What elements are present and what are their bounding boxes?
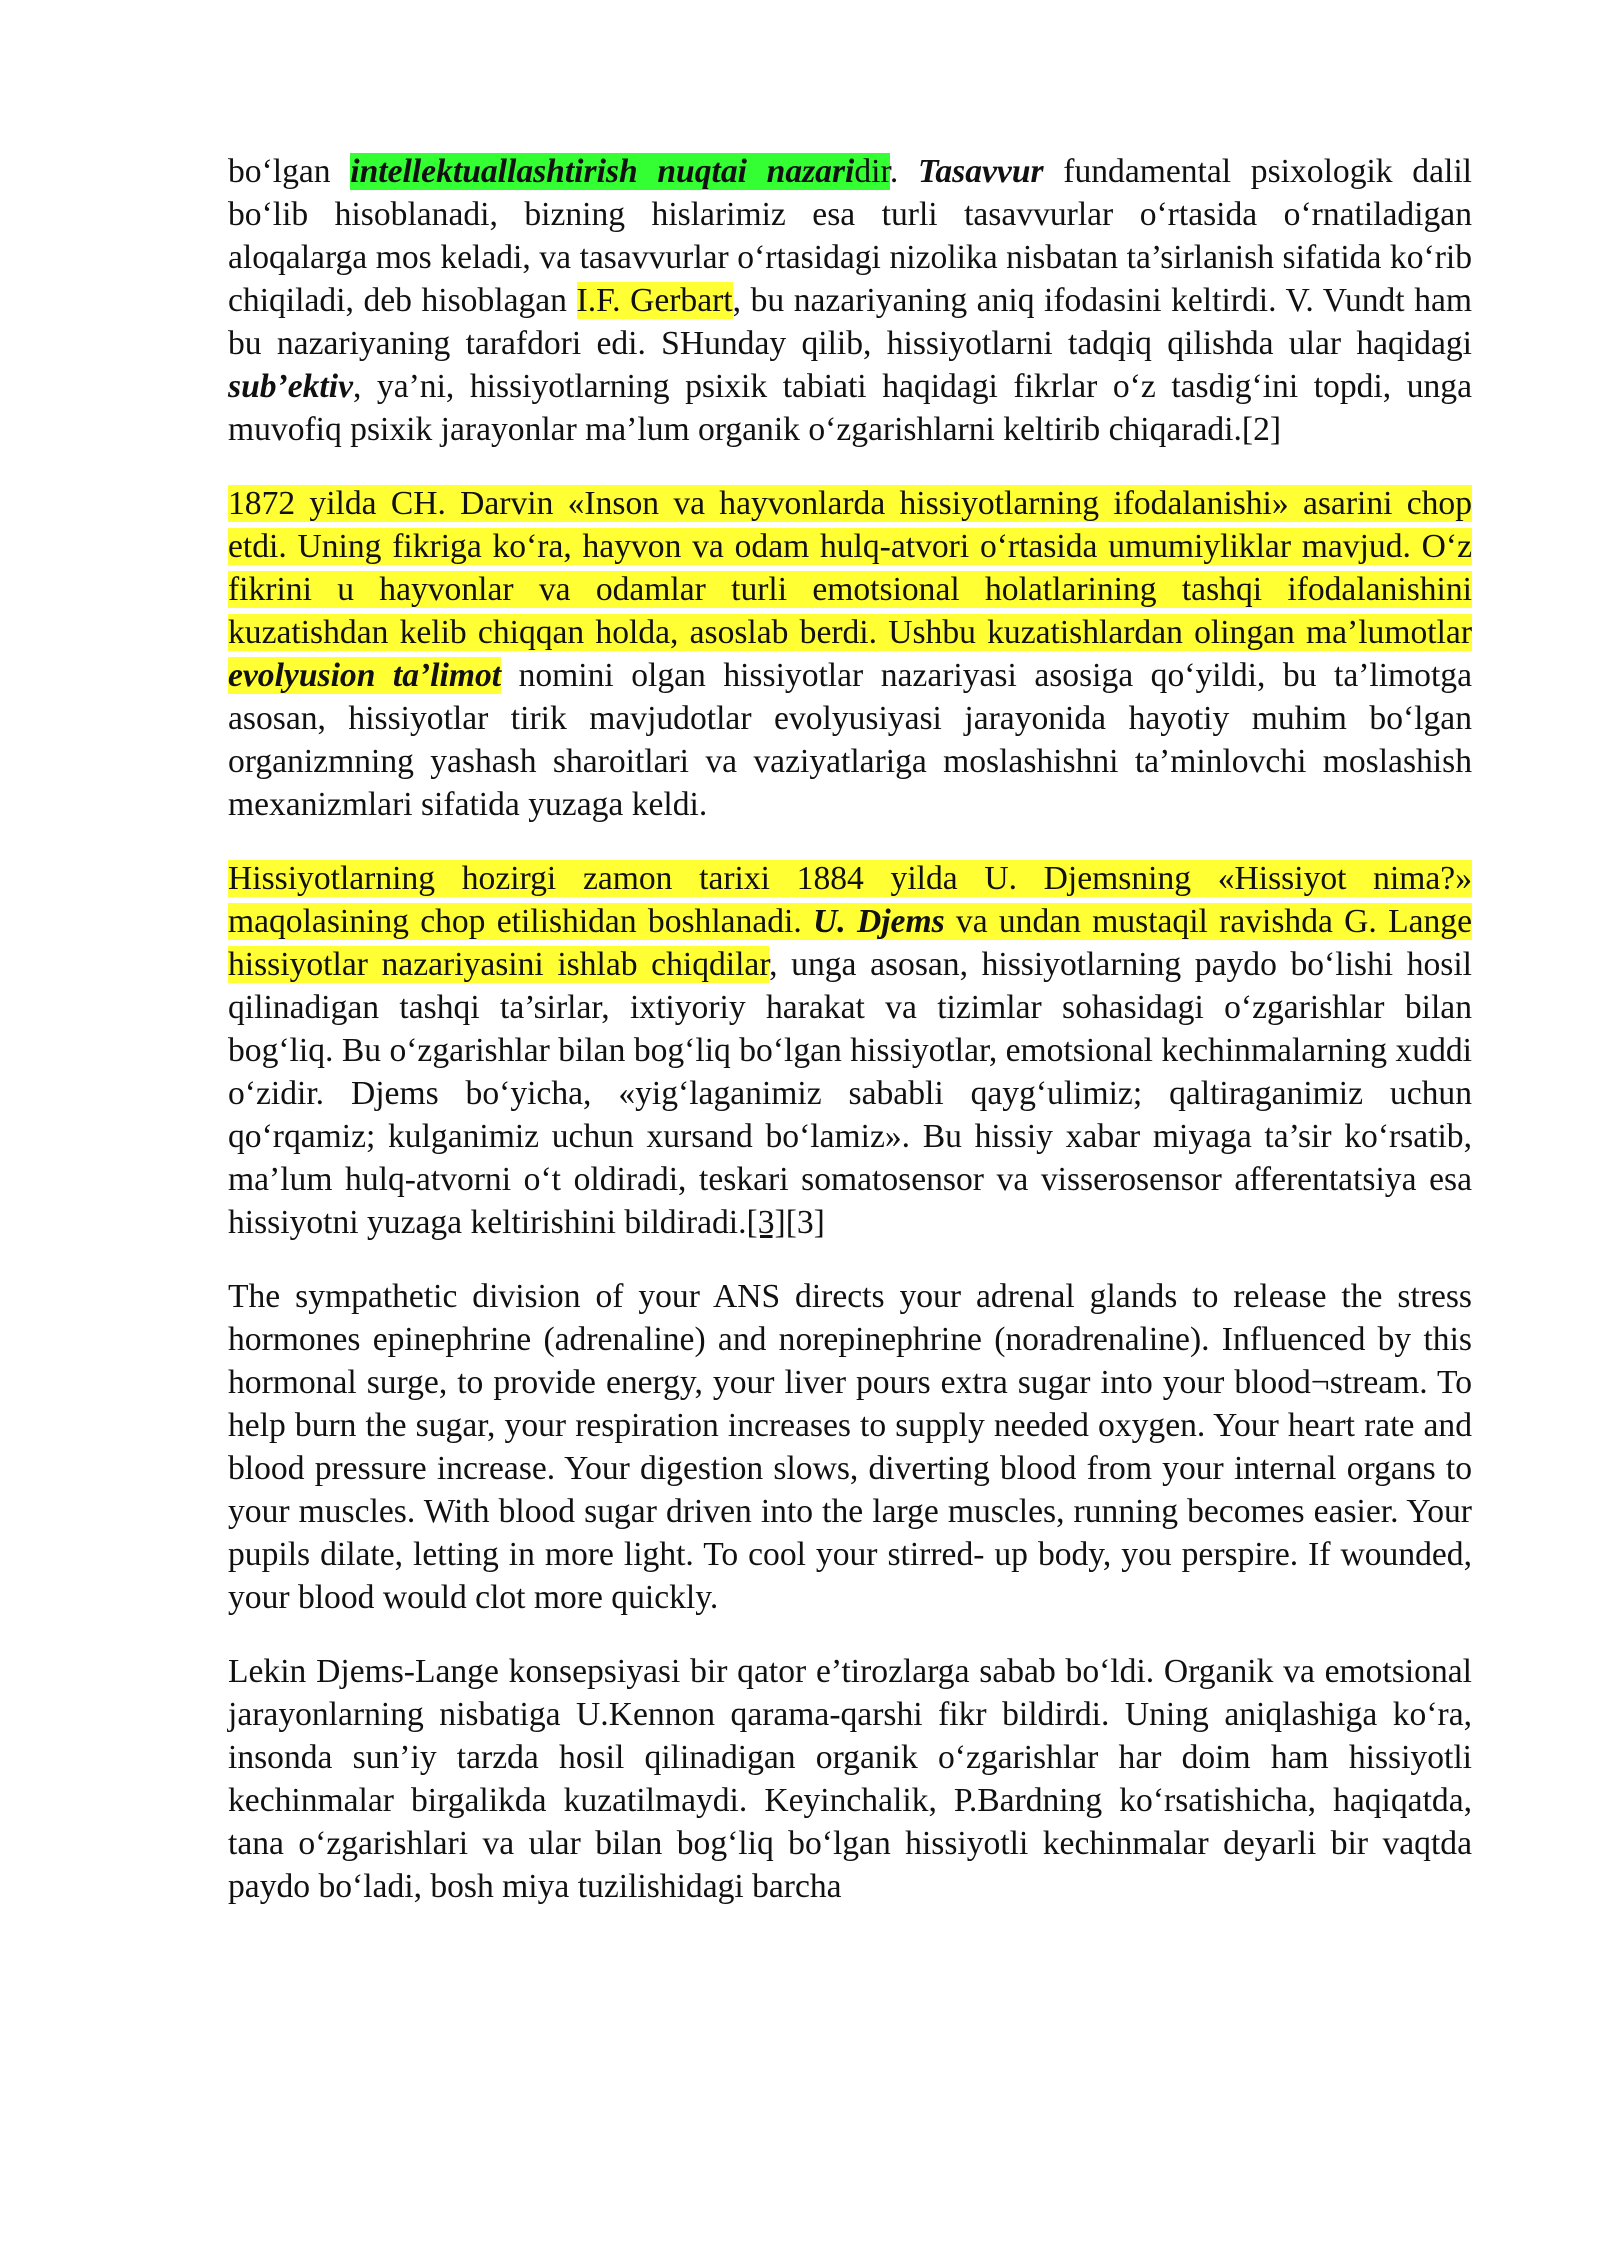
text-run: nomini olgan hissiyotlar nazariyasi asosiga qo‘yildi, bu ta’limotga asosan, hissiyotlar tirik mavjudotlar evolyusiyasi jarayonida hayotiy muhim bo‘lgan organizmning yashash sharoitlari va vaziyatlariga moslashishni ta’minlovchi moslashish mexanizmlari sifatida yuzaga keldi. bbox=[228, 657, 1472, 823]
text-run: , ya’ni, hissiyotlarning psixik tabiati haqidagi fikrlar o‘z tasdig‘ini topdi, unga muvofiq psixik jarayonlar ma’lum organik o‘zgarishlarni keltirib chiqaradi.[2] bbox=[228, 368, 1472, 448]
highlight-yellow: Hissiyotlarning hozirgi zamon tarixi 1884 yilda U. Djemsning «Hissiyot nima?» maqolasining chop etilishidan boshlanadi. bbox=[228, 860, 1472, 940]
paragraph-5 bbox=[228, 1650, 1472, 1908]
highlight-yellow-emphasis: evolyusion ta’limot bbox=[228, 657, 502, 694]
paragraph-2 bbox=[228, 482, 1472, 826]
citation-text: [3] bbox=[785, 1204, 825, 1241]
highlight-yellow: I.F. Gerbart bbox=[576, 282, 733, 319]
highlight-yellow: 1872 yilda CH. Darvin «Inson va hayvonlarda hissiyotlarning ifodalanishi» asarini chop etdi. Uning fikriga ko‘ra, hayvon va odam hulq-atvori o‘rtasida umumiyliklar mavjud. O‘z fikrini u hayvonlar va odamlar turli emotsional holatlarining tashqi ifodalanishini kuzatishdan kelib chiqqan holda, asoslab berdi. Ushbu kuzatishlardan olingan ma’lumotlar bbox=[228, 485, 1472, 651]
document-page bbox=[228, 150, 1472, 1939]
paragraph-1 bbox=[228, 150, 1472, 451]
highlight-yellow-emphasis: U. Djems bbox=[813, 903, 945, 940]
paragraph-4 bbox=[228, 1275, 1472, 1619]
text-run: fundamental psixologik dalil bo‘lib hisoblanadi, bizning hislarimiz esa turli tasavvurlar o‘rtasida o‘rnatiladigan aloqalarga mos keladi, va tasavvurlar o‘rtasidagi nizolika nisbatan ta’sirlanish sifatida ko‘rib chiqiladi, deb hisoblagan bbox=[228, 153, 1472, 319]
text-run: . bbox=[889, 153, 918, 190]
text-run: The sympathetic division of your ANS directs your adrenal glands to release the stress hormones epinephrine (adrenaline) and norepinephrine (noradrenaline). Influenced by this hormonal surge, to provide energy, your liver pours extra sugar into your blood¬stream. To help burn the sugar, your respiration increases to supply needed oxygen. Your heart rate and blood pressure increase. Your digestion slows, diverting blood from your internal organs to your muscles. With blood sugar driven into the large muscles, running becomes easier. Your pupils dilate, letting in more light. To cool your stirred- up body, you perspire. If wounded, your blood would clot more quickly. bbox=[228, 1278, 1472, 1616]
paragraph-3 bbox=[228, 857, 1472, 1244]
highlight-yellow: va undan mustaqil ravishda G. Lange hissiyotlar nazariyasini ishlab chiqdilar bbox=[228, 903, 1472, 983]
citation-link[interactable]: [3] bbox=[746, 1204, 786, 1241]
text-run: bo‘lgan bbox=[228, 153, 351, 190]
text-run: , bu nazariyaning aniq ifodasini keltirdi. V. Vundt ham bu nazariyaning tarafdori edi. SHunday qilib, hissiyotlarni tadqiq qilishda ular haqidagi bbox=[228, 282, 1473, 362]
emphasis-term: Tasavvur bbox=[917, 153, 1044, 190]
emphasis-term: sub’ektiv bbox=[228, 368, 353, 405]
highlight-green: dir bbox=[854, 153, 890, 190]
text-run: , unga asosan, hissiyotlarning paydo bo‘lishi hosil qilinadigan tashqi ta’sirlar, ixtiyoriy harakat va tizimlar sohasidagi o‘zgarishlar bilan bog‘liq. Bu o‘zgarishlar bilan bog‘liq bo‘lgan hissiyotlar, emotsional kechinmalarning xuddi o‘zidir. Djems bo‘yicha, «yig‘laganimiz sababli qayg‘ulimiz; qaltiraganimiz uchun qo‘rqamiz; kulganimiz uchun xursand bo‘lamiz». Bu hissiy xabar miyaga ta’sir ko‘rsatib, ma’lum hulq-atvorni o‘t oldiradi, teskari somatosensor va visserosensor afferentatsiya esa hissiyotni yuzaga keltirishini bildiradi. bbox=[228, 946, 1472, 1241]
text-run: Lekin Djems-Lange konsepsiyasi bir qator e’tirozlarga sabab bo‘ldi. Organik va emotsional jarayonlarning nisbatiga U.Kennon qarama-qarshi fikr bildirdi. Uning aniqlashiga ko‘ra, insonda sun’iy tarzda hosil qilinadigan organik o‘zgarishlar har doim ham hissiyotli kechinmalar birgalikda kuzatilmaydi. Keyinchalik, P.Bardning ko‘rsatishicha, haqiqatda, tana o‘zgarishlari va ular bilan bog‘liq bo‘lgan hissiyotli kechinmalar deyarli bir vaqtda paydo bo‘ladi, bosh miya tuzilishidagi barcha bbox=[228, 1653, 1472, 1905]
highlight-green: intellektuallashtirish nuqtai nazari bbox=[350, 153, 855, 190]
